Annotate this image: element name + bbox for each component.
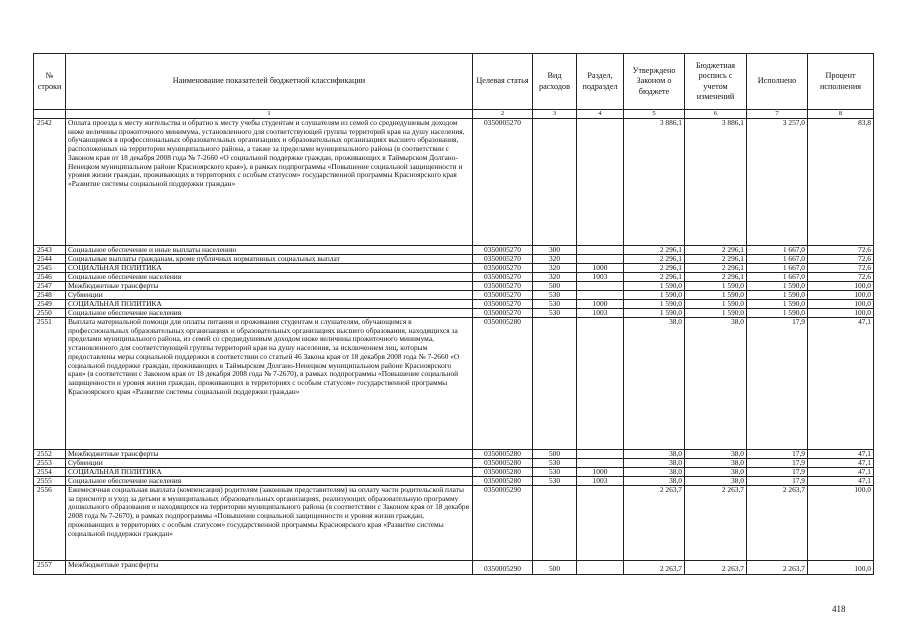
row-name: СОЦИАЛЬНАЯ ПОЛИТИКА <box>66 468 473 477</box>
row-approved: 2 296,1 <box>624 255 685 264</box>
column-index: 1 <box>66 110 473 119</box>
row-executed: 1 667,0 <box>747 273 808 282</box>
row-approved: 1 590,0 <box>624 300 685 309</box>
row-target: 0350005270 <box>473 291 533 300</box>
row-section <box>577 486 624 561</box>
row-executed: 1 667,0 <box>747 264 808 273</box>
row-list: 3 886,1 <box>685 119 747 246</box>
row-type <box>533 119 577 246</box>
header-approved: Утверждено Законом о бюджете <box>624 54 685 110</box>
row-percent: 72,6 <box>808 273 874 282</box>
row-type: 320 <box>533 255 577 264</box>
row-type: 530 <box>533 309 577 318</box>
row-number: 2557 <box>34 561 66 575</box>
row-section <box>577 561 624 575</box>
row-section: 1003 <box>577 273 624 282</box>
row-type: 530 <box>533 459 577 468</box>
row-name: Оплата проезда к месту жительства и обратно к месту учебы студентам и слушателям из семей со среднедушевым доходом ниже величины прожиточного минимума, установленного для соответствующей группы территорий края на душу населения, обучающимся в профессиональных образовательных организациях и образовательных организациях высшего образования, расположенных на территории муниципального района, а также за пределами муниципального района (в соответствии с Законом края от 18 декабря 2008 года № 7-2660 «О социальной поддержке граждан, проживающих в Таймырском Долгано-Ненецком муниципальном районе Красноярского края»), в рамках подпрограммы «Повышение социальной защищенности и уровня жизни граждан, проживающих в территориях с особым статусом» государственной программы Красноярского края «Развитие системы социальной поддержки граждан» <box>66 119 473 246</box>
row-number: 2553 <box>34 459 66 468</box>
table-row <box>34 318 874 450</box>
row-list: 2 263,7 <box>685 486 747 561</box>
row-approved: 2 263,7 <box>624 486 685 561</box>
row-name: Межбюджетные трансферты <box>66 561 473 575</box>
row-type <box>533 318 577 450</box>
row-approved: 1 590,0 <box>624 291 685 300</box>
row-approved: 2 296,1 <box>624 246 685 255</box>
table-row <box>34 561 874 575</box>
row-executed: 17,9 <box>747 450 808 459</box>
row-type: 500 <box>533 561 577 575</box>
row-name: Социальное обеспечение и иные выплаты населению <box>66 246 473 255</box>
row-type: 530 <box>533 468 577 477</box>
table-row <box>34 119 874 246</box>
row-number: 2548 <box>34 291 66 300</box>
row-target: 0350005270 <box>473 309 533 318</box>
row-name: Субвенции <box>66 291 473 300</box>
header-budget-list: Бюджетная роспись с учетом изменений <box>685 54 747 110</box>
row-percent: 47,1 <box>808 318 874 450</box>
row-target: 0350005270 <box>473 255 533 264</box>
row-list: 38,0 <box>685 450 747 459</box>
row-list: 38,0 <box>685 468 747 477</box>
row-number: 2556 <box>34 486 66 561</box>
row-executed: 3 257,0 <box>747 119 808 246</box>
row-percent: 47,1 <box>808 477 874 486</box>
table-row <box>34 255 874 264</box>
row-list: 38,0 <box>685 477 747 486</box>
row-name: Социальное обеспечение населения <box>66 309 473 318</box>
row-number: 2546 <box>34 273 66 282</box>
row-list: 1 590,0 <box>685 291 747 300</box>
table-row <box>34 246 874 255</box>
row-approved: 3 886,1 <box>624 119 685 246</box>
row-name: Межбюджетные трансферты <box>66 282 473 291</box>
row-percent: 47,1 <box>808 459 874 468</box>
row-executed: 1 590,0 <box>747 282 808 291</box>
row-type: 500 <box>533 282 577 291</box>
row-type: 320 <box>533 273 577 282</box>
row-number: 2544 <box>34 255 66 264</box>
budget-execution-table <box>33 53 874 575</box>
row-executed: 2 263,7 <box>747 486 808 561</box>
row-percent: 100,0 <box>808 309 874 318</box>
row-list: 38,0 <box>685 318 747 450</box>
table-row <box>34 477 874 486</box>
row-percent: 100,0 <box>808 561 874 575</box>
row-type: 300 <box>533 246 577 255</box>
row-section: 1000 <box>577 264 624 273</box>
column-index: 2 <box>473 110 533 119</box>
row-target: 0350005270 <box>473 273 533 282</box>
header-expense-type: Вид расходов <box>533 54 577 110</box>
row-approved: 38,0 <box>624 318 685 450</box>
row-list: 2 296,1 <box>685 255 747 264</box>
column-index-row <box>34 110 874 119</box>
row-section <box>577 450 624 459</box>
row-target: 0350005270 <box>473 119 533 246</box>
row-target: 0350005280 <box>473 318 533 450</box>
table-row <box>34 450 874 459</box>
row-percent: 47,1 <box>808 468 874 477</box>
row-type: 530 <box>533 477 577 486</box>
row-name: Социальные выплаты гражданам, кроме публичных нормативных социальных выплат <box>66 255 473 264</box>
row-list: 2 263,7 <box>685 561 747 575</box>
row-section <box>577 255 624 264</box>
row-target: 0350005270 <box>473 300 533 309</box>
row-percent: 72,6 <box>808 264 874 273</box>
row-number: 2550 <box>34 309 66 318</box>
table-row <box>34 468 874 477</box>
row-name: Субвенции <box>66 459 473 468</box>
row-percent: 100,0 <box>808 486 874 561</box>
header-percent: Процент исполнения <box>808 54 874 110</box>
row-number: 2549 <box>34 300 66 309</box>
row-target: 0350005270 <box>473 264 533 273</box>
row-target: 0350005290 <box>473 561 533 575</box>
row-list: 2 296,1 <box>685 264 747 273</box>
row-name: Межбюджетные трансферты <box>66 450 473 459</box>
row-executed: 1 590,0 <box>747 309 808 318</box>
row-executed: 2 263,7 <box>747 561 808 575</box>
row-target: 0350005270 <box>473 282 533 291</box>
row-target: 0350005280 <box>473 477 533 486</box>
row-list: 1 590,0 <box>685 309 747 318</box>
table-row <box>34 291 874 300</box>
row-approved: 38,0 <box>624 459 685 468</box>
row-number: 2555 <box>34 477 66 486</box>
row-percent: 100,0 <box>808 282 874 291</box>
row-target: 0350005290 <box>473 486 533 561</box>
table-row <box>34 273 874 282</box>
row-executed: 1 667,0 <box>747 255 808 264</box>
row-target: 0350005280 <box>473 468 533 477</box>
row-section <box>577 282 624 291</box>
row-approved: 38,0 <box>624 450 685 459</box>
row-section: 1003 <box>577 477 624 486</box>
row-approved: 2 296,1 <box>624 264 685 273</box>
row-executed: 17,9 <box>747 459 808 468</box>
row-section: 1003 <box>577 309 624 318</box>
table-row <box>34 459 874 468</box>
row-number: 2547 <box>34 282 66 291</box>
row-target: 0350005280 <box>473 450 533 459</box>
row-percent: 100,0 <box>808 300 874 309</box>
row-type: 320 <box>533 264 577 273</box>
row-executed: 17,9 <box>747 477 808 486</box>
row-type: 530 <box>533 300 577 309</box>
page-number: 418 <box>832 604 846 614</box>
row-number: 2554 <box>34 468 66 477</box>
row-section <box>577 318 624 450</box>
column-index: 5 <box>624 110 685 119</box>
row-section: 1000 <box>577 468 624 477</box>
row-number: 2551 <box>34 318 66 450</box>
row-approved: 2 296,1 <box>624 273 685 282</box>
table-row <box>34 300 874 309</box>
header-row-number: № строки <box>34 54 66 110</box>
row-list: 2 296,1 <box>685 273 747 282</box>
column-index: 4 <box>577 110 624 119</box>
row-target: 0350005270 <box>473 246 533 255</box>
row-number: 2545 <box>34 264 66 273</box>
row-section <box>577 119 624 246</box>
row-number: 2542 <box>34 119 66 246</box>
table-row <box>34 264 874 273</box>
column-index: 8 <box>808 110 874 119</box>
row-list: 1 590,0 <box>685 300 747 309</box>
row-type <box>533 486 577 561</box>
header-executed: Исполнено <box>747 54 808 110</box>
row-list: 1 590,0 <box>685 282 747 291</box>
table-header-row <box>34 54 874 110</box>
row-section <box>577 246 624 255</box>
row-approved: 2 263,7 <box>624 561 685 575</box>
column-index: 7 <box>747 110 808 119</box>
row-name: СОЦИАЛЬНАЯ ПОЛИТИКА <box>66 264 473 273</box>
row-approved: 1 590,0 <box>624 309 685 318</box>
row-percent: 72,6 <box>808 246 874 255</box>
table-row <box>34 486 874 561</box>
row-type: 500 <box>533 450 577 459</box>
header-target-article: Целевая статья <box>473 54 533 110</box>
row-target: 0350005280 <box>473 459 533 468</box>
row-approved: 38,0 <box>624 477 685 486</box>
row-approved: 38,0 <box>624 468 685 477</box>
row-percent: 72,6 <box>808 255 874 264</box>
column-index-1 <box>34 110 66 119</box>
row-executed: 1 590,0 <box>747 300 808 309</box>
row-executed: 17,9 <box>747 468 808 477</box>
row-list: 38,0 <box>685 459 747 468</box>
row-list: 2 296,1 <box>685 246 747 255</box>
header-indicator-name: Наименование показателей бюджетной классификации <box>66 54 473 110</box>
row-percent: 83,8 <box>808 119 874 246</box>
row-name: Ежемесячная социальная выплата (компенсация) родителям (законным представителям) на оплату части родительской платы за присмотр и уход за детьми в муниципальных образовательных организациях, реализующих образовательную программу дошкольного образования и находящихся на территории муниципального района (в соответствии с Законом края от 18 декабря 2008 года № 7-2670), в рамках подпрограммы «Повышение социальной защищенности и уровня жизни граждан, проживающих в территориях с особым статусом» государственной программы Красноярского края «Развитие системы социальной поддержки граждан» <box>66 486 473 561</box>
table-row <box>34 309 874 318</box>
row-type: 530 <box>533 291 577 300</box>
row-section: 1000 <box>577 300 624 309</box>
column-index: 6 <box>685 110 747 119</box>
row-number: 2543 <box>34 246 66 255</box>
row-percent: 100,0 <box>808 291 874 300</box>
row-name: СОЦИАЛЬНАЯ ПОЛИТИКА <box>66 300 473 309</box>
row-percent: 47,1 <box>808 450 874 459</box>
table-row <box>34 282 874 291</box>
column-index: 3 <box>533 110 577 119</box>
row-number: 2552 <box>34 450 66 459</box>
row-approved: 1 590,0 <box>624 282 685 291</box>
row-section <box>577 459 624 468</box>
header-section: Раздел, подраздел <box>577 54 624 110</box>
row-executed: 1 667,0 <box>747 246 808 255</box>
row-name: Выплата материальной помощи для оплаты питания и проживания студентам и слушателям, обучающимся в профессиональных образовательных организациях и образовательных организациях высшего образования, находящихся за пределами муниципального района, из семей со среднедушевым доходом ниже величины прожиточного минимума, установленного для соответствующей группы территорий края на душу населения, за исключением лиц, которым предоставлены меры социальной поддержки в соответствии со статьей 46 Закона края от 18 декабря 2008 года № 7-2660 «О социальной поддержке граждан, проживающих в Таймырском Долгано-Ненецком муниципальном районе Красноярского края» (в соответствии с Законом края от 18 декабря 2008 года № 7-2670), в рамках подпрограммы «Повышение социальной защищенности и уровня жизни граждан, проживающих в территориях с особым статусом» государственной программы Красноярского края «Развитие системы социальной поддержки граждан» <box>66 318 473 450</box>
row-name: Социальное обеспечение населения <box>66 477 473 486</box>
row-executed: 1 590,0 <box>747 291 808 300</box>
row-name: Социальное обеспечение населения <box>66 273 473 282</box>
row-executed: 17,9 <box>747 318 808 450</box>
row-section <box>577 291 624 300</box>
